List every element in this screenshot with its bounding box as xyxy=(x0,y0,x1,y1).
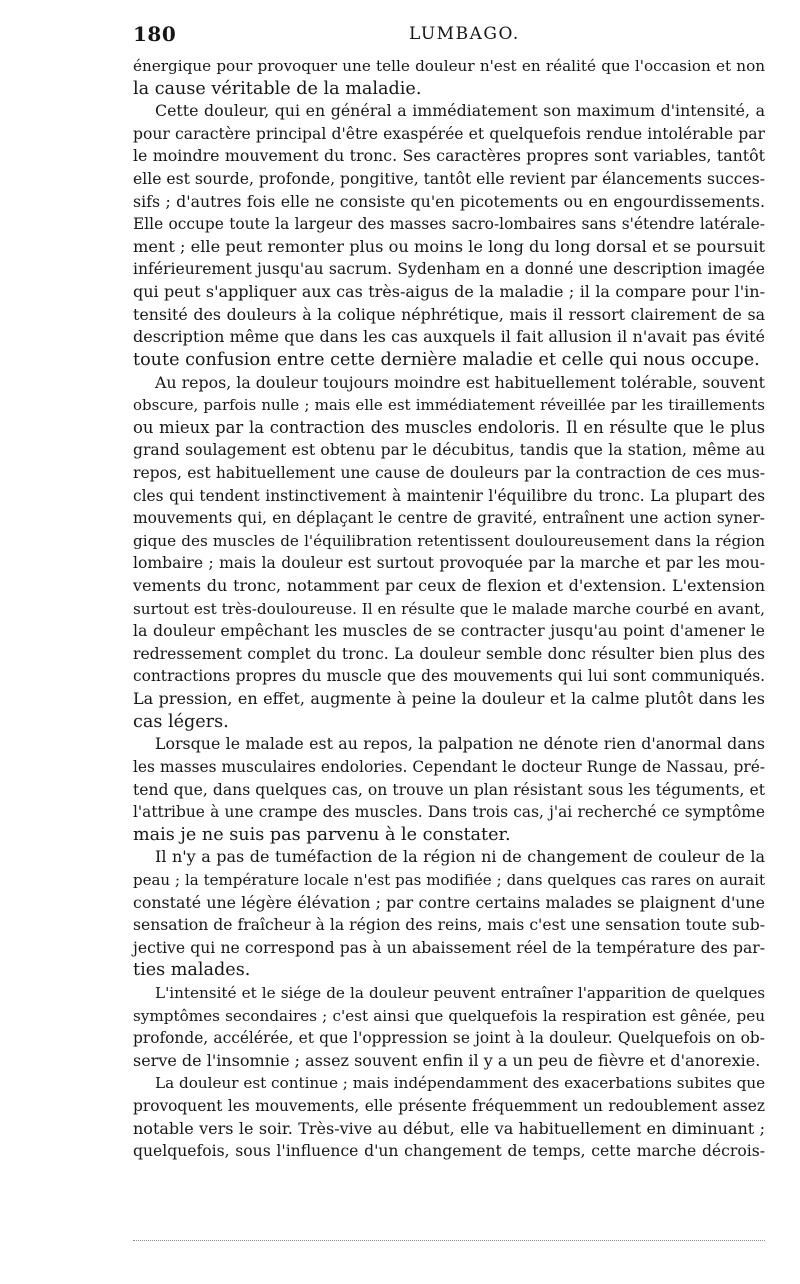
text-line: pour caractère principal d'être exaspérée et quelquefois rendue intolérable par xyxy=(133,124,765,143)
text-line: Lorsque le malade est au repos, la palpation ne dénote rien d'anormal dans xyxy=(155,734,765,754)
text-line: redressement complet du tronc. La douleur semble donc résulter bien plus des xyxy=(133,644,765,663)
text-line: mouvements qui, en déplaçant le centre de gravité, entraînent une action syner- xyxy=(133,509,765,528)
text-line: contractions propres du muscle que des mouvements qui lui sont communiqués. xyxy=(133,667,765,686)
running-head xyxy=(133,22,765,52)
text-line: lombaire ; mais la douleur est surtout provoquée par la marche et par les mou- xyxy=(133,554,765,573)
text-line: mais je ne suis pas parvenu à le constater. xyxy=(133,824,511,845)
text-line: profonde, accélérée, et que l'oppression se joint à la douleur. Quelquefois on ob- xyxy=(133,1029,765,1048)
text-line: La pression, en effet, augmente à peine la douleur et la calme plutôt dans les xyxy=(133,689,765,709)
text-line: gique des muscles de l'équilibration retentissent douloureusement dans la région xyxy=(133,531,765,550)
text-line: provoquent les mouvements, elle présente fréquemment un redoublement assez xyxy=(133,1097,765,1116)
text-line: Elle occupe toute la largeur des masses sacro-lombaires sans s'étendre latérale- xyxy=(133,215,765,234)
text-line: Cette douleur, qui en général a immédiatement son maximum d'intensité, a xyxy=(155,101,765,121)
text-line: toute confusion entre cette dernière maladie et celle qui nous occupe. xyxy=(133,349,760,370)
text-line: sifs ; d'autres fois elle ne consiste qu'en picotements ou en engourdissements. xyxy=(133,191,765,211)
text-line: vements du tronc, notamment par ceux de flexion et d'extension. L'extension xyxy=(133,576,765,596)
bottom-rule xyxy=(133,1240,765,1241)
text-line: L'intensité et le siége de la douleur peuvent entraîner l'apparition de quelques xyxy=(155,983,765,1002)
text-line: elle est sourde, profonde, pongitive, tantôt elle revient par élancements succes- xyxy=(133,170,765,189)
text-line: quelquefois, sous l'influence d'un changement de temps, cette marche décrois- xyxy=(133,1142,765,1161)
text-line: le moindre mouvement du tronc. Ses caractères propres sont variables, tantôt xyxy=(133,146,765,166)
text-line: description même que dans les cas auxquels il fait allusion il n'avait pas évité xyxy=(133,327,765,347)
text-line: tensité des douleurs à la colique néphrétique, mais il ressort clairement de sa xyxy=(133,304,765,324)
text-line: jective qui ne correspond pas à un abaissement réel de la température des par- xyxy=(133,938,765,957)
text-line: les masses musculaires endolories. Cependant le docteur Runge de Nassau, pré- xyxy=(133,757,765,776)
text-line: serve de l'insomnie ; assez souvent enfin il y a un peu de fièvre et d'anorexie. xyxy=(133,1050,761,1070)
text-line: Il n'y a pas de tuméfaction de la région ni de changement de couleur de la xyxy=(155,847,765,867)
text-line: ou mieux par la contraction des muscles endoloris. Il en résulte que le plus xyxy=(133,417,765,437)
text-line: ties malades. xyxy=(133,960,251,981)
text-line: qui peut s'appliquer aux cas très-aigus de la maladie ; il la compare pour l'in- xyxy=(133,282,765,302)
text-line: repos, est habituellement une cause de douleurs par la contraction de ces mus- xyxy=(133,463,765,482)
page-number: 180 xyxy=(133,22,177,46)
text-line: la cause véritable de la maladie. xyxy=(133,78,422,99)
text-line: notable vers le soir. Très-vive au début, elle va habituellement en diminuant ; xyxy=(133,1118,765,1138)
text-line: surtout est très-douloureuse. Il en résulte que le malade marche courbé en avant, xyxy=(133,599,765,618)
text-line: cas légers. xyxy=(133,711,229,732)
body-text xyxy=(133,55,765,1163)
text-line: peau ; la température locale n'est pas modifiée ; dans quelques cas rares on aurait xyxy=(133,870,765,889)
text-line: tend que, dans quelques cas, on trouve un plan résistant sous les téguments, et xyxy=(133,780,765,799)
text-line: sensation de fraîcheur à la région des reins, mais c'est une sensation toute sub- xyxy=(133,916,765,935)
text-line: cles qui tendent instinctivement à maintenir l'équilibre du tronc. La plupart des xyxy=(133,486,765,505)
text-line: grand soulagement est obtenu par le décubitus, tandis que la station, même au xyxy=(133,441,765,460)
text-line: l'attribue à une crampe des muscles. Dans trois cas, j'ai recherché ce symptôme xyxy=(133,803,765,822)
text-line: obscure, parfois nulle ; mais elle est immédiatement réveillée par les tiraillements xyxy=(133,396,765,415)
text-line: la douleur empêchant les muscles de se contracter jusqu'au point d'amener le xyxy=(133,621,765,641)
running-title: LUMBAGO. xyxy=(409,24,520,44)
text-line: constaté une légère élévation ; par contre certains malades se plaignent d'une xyxy=(133,892,765,912)
text-line: symptômes secondaires ; c'est ainsi que quelquefois la respiration est gênée, peu xyxy=(133,1006,765,1025)
text-line: La douleur est continue ; mais indépendamment des exacerbations subites que xyxy=(155,1074,766,1093)
text-line: Au repos, la douleur toujours moindre est habituellement tolérable, souvent xyxy=(155,372,765,392)
text-line: énergique pour provoquer une telle douleur n'est en réalité que l'occasion et non xyxy=(133,57,765,75)
text-line: inférieurement jusqu'au sacrum. Sydenham en a donné une description imagée xyxy=(133,260,765,279)
text-line: ment ; elle peut remonter plus ou moins le long du long dorsal et se poursuit xyxy=(133,236,765,256)
